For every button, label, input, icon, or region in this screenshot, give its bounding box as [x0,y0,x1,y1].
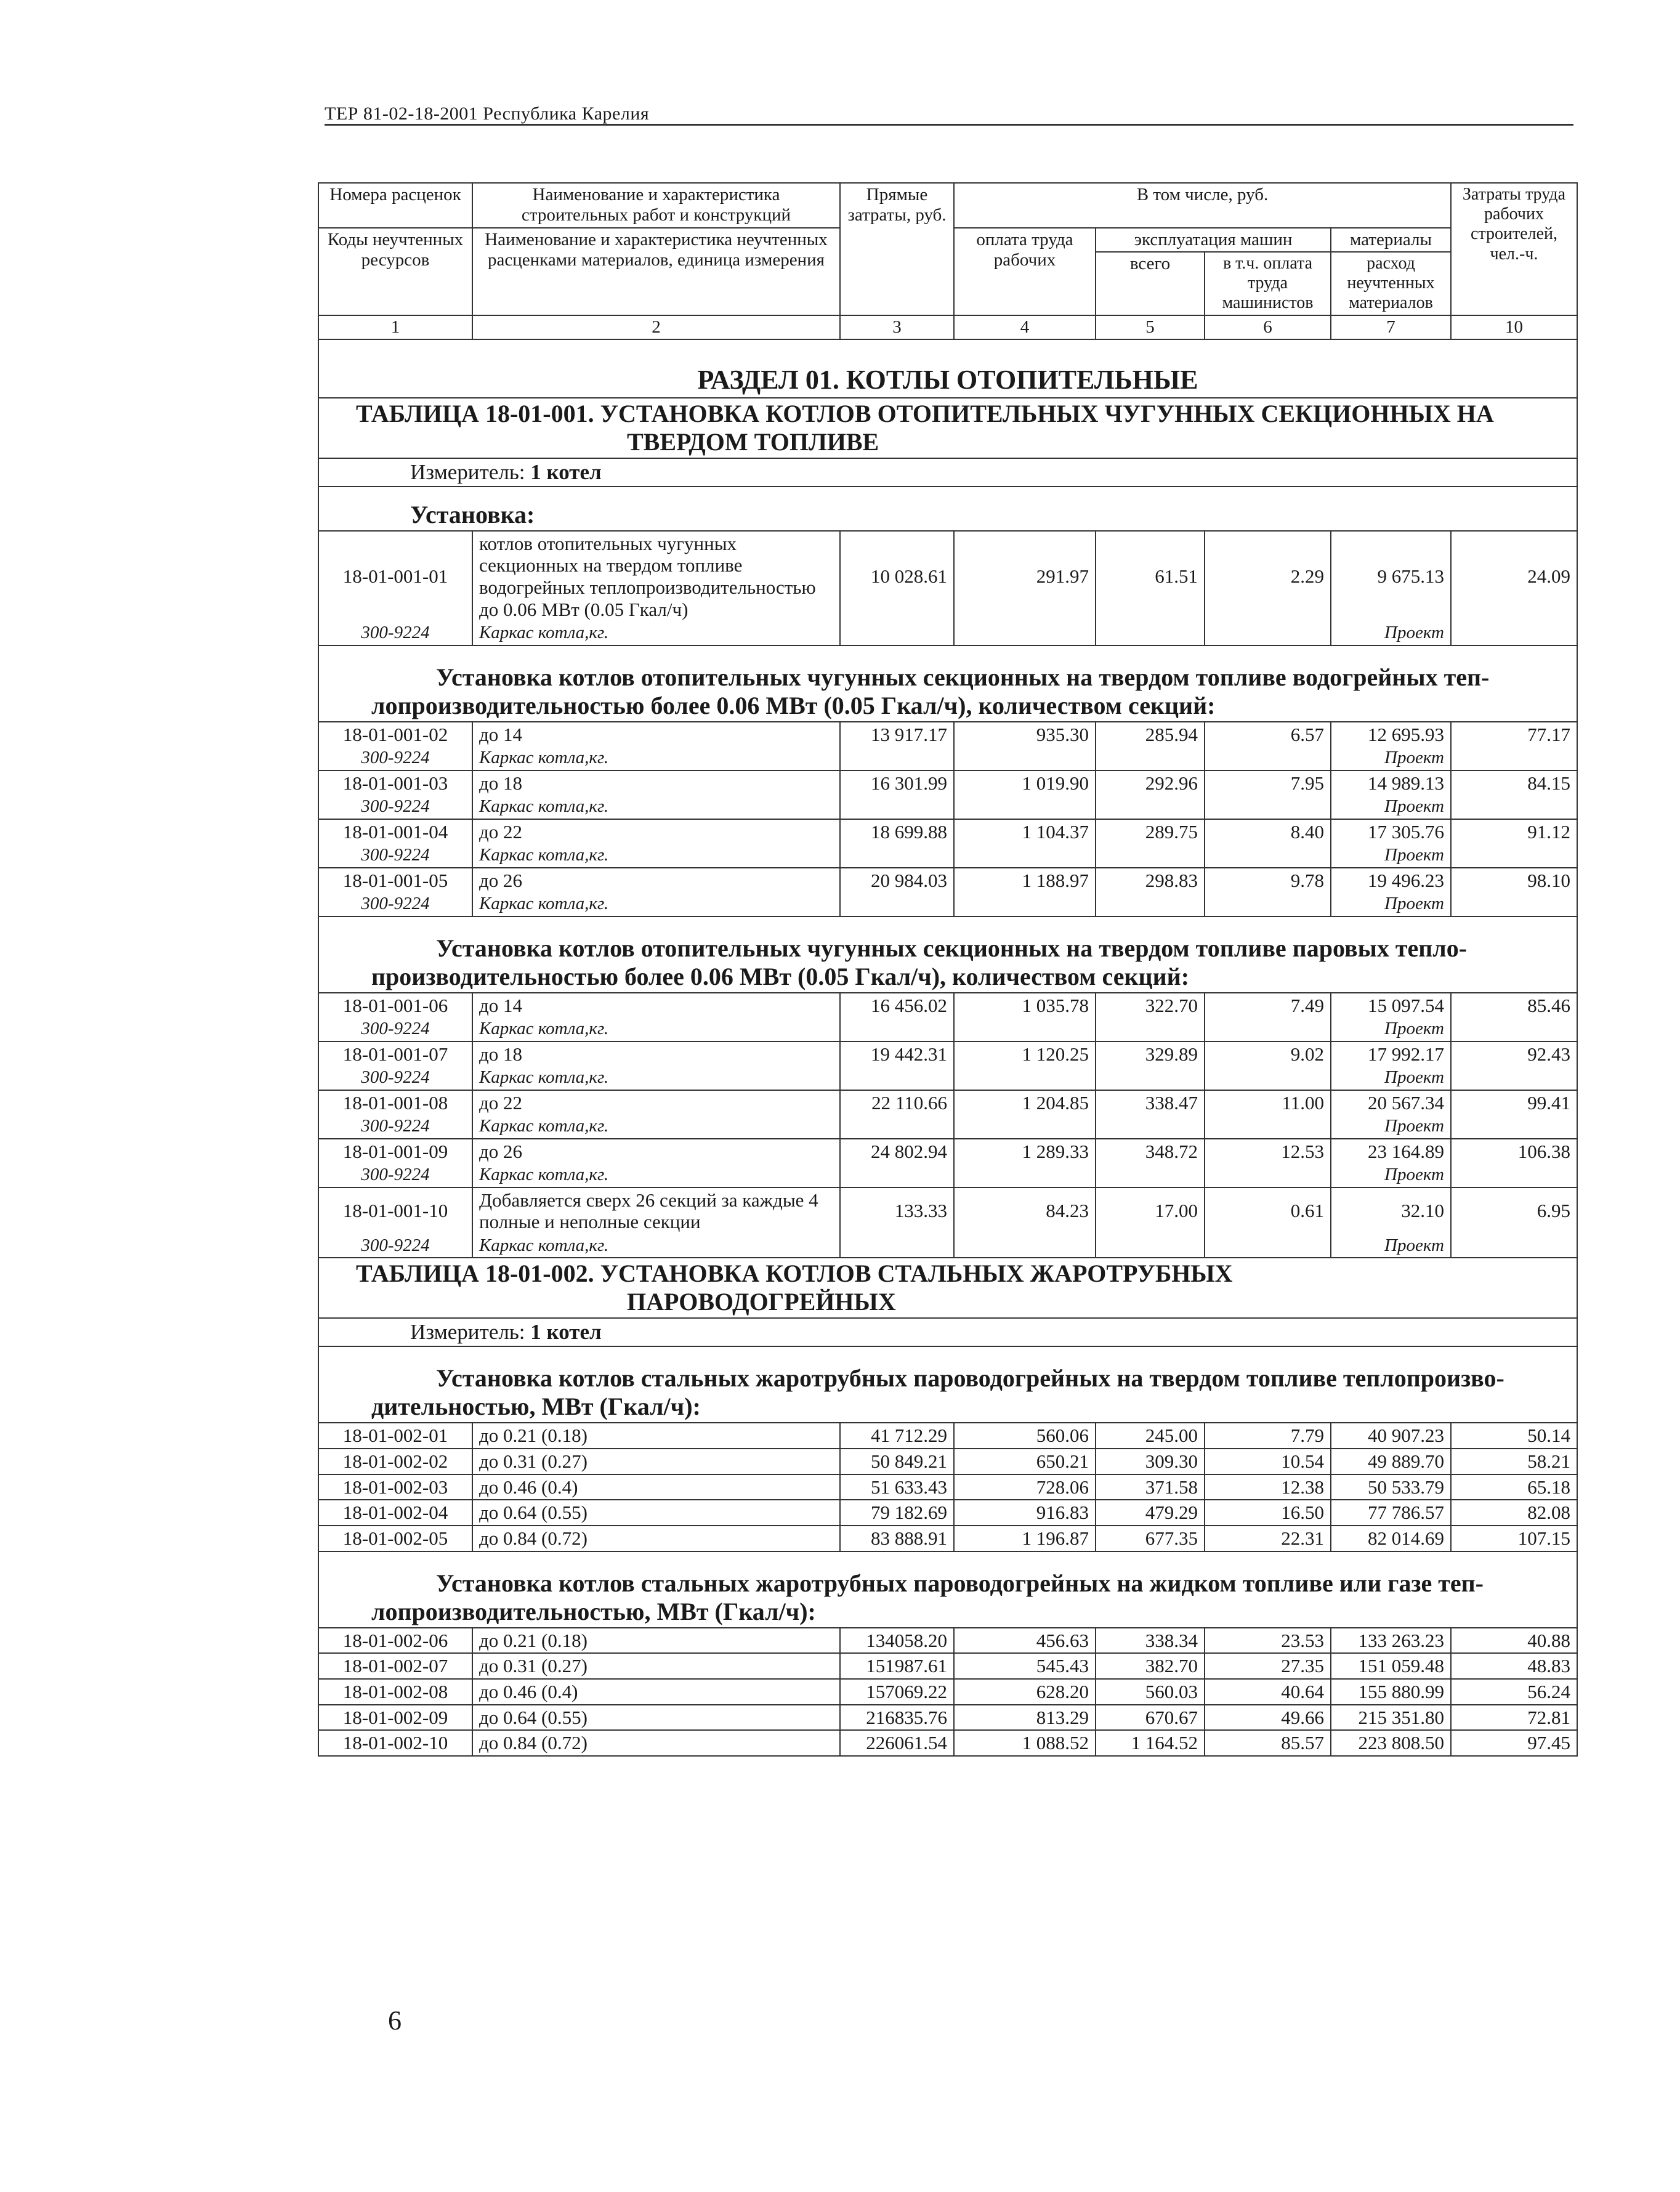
resource-code: 300-9224 [318,892,472,916]
worker-pay: 1 019.90 [954,770,1096,796]
table-row [318,1653,1577,1679]
group-title-line1: Установка котлов отопительных чугунных секционных на твердом топливе паровых тепло- [436,934,1468,962]
labor-hours: 92.43 [1451,1041,1577,1067]
col-num: 4 [954,315,1096,339]
resource-name: Каркас котла,кг. [472,795,840,819]
resource-name: Каркас котла,кг. [472,1234,840,1258]
resource-qty: Проект [1331,1163,1451,1187]
direct-costs: 83 888.91 [840,1526,954,1551]
rate-code: 18-01-002-08 [318,1679,472,1705]
materials: 20 567.34 [1331,1090,1451,1115]
resource-name: Каркас котла,кг. [472,1163,840,1187]
machines-total: 371.58 [1096,1474,1205,1500]
direct-costs: 151987.61 [840,1653,954,1679]
materials: 223 808.50 [1331,1730,1451,1756]
direct-costs: 51 633.43 [840,1474,954,1500]
rate-description: до 0.21 (0.18) [472,1628,840,1654]
direct-costs: 41 712.29 [840,1423,954,1449]
operator-pay: 11.00 [1205,1090,1331,1115]
rate-description: до 0.64 (0.55) [472,1500,840,1526]
table-row [318,1500,1577,1526]
machines-total: 322.70 [1096,993,1205,1018]
operator-pay: 22.31 [1205,1526,1331,1551]
table1-title-line1: ТАБЛИЦА 18-01-001. УСТАНОВКА КОТЛОВ ОТОПИТЕЛЬНЫХ ЧУГУННЫХ СЕКЦИОННЫХ НА [356,399,1494,427]
table-row [318,1423,1577,1449]
rate-description: до 22 [472,819,840,844]
resource-row [318,621,1577,645]
table-row [318,531,1577,622]
labor-hours: 98.10 [1451,868,1577,893]
direct-costs: 133.33 [840,1187,954,1234]
group-title-row [318,1551,1577,1628]
operator-pay: 7.49 [1205,993,1331,1018]
worker-pay: 813.29 [954,1705,1096,1731]
table2-group2-body [318,1628,1577,1756]
resource-code: 300-9224 [318,795,472,819]
table-row [318,1090,1577,1115]
resource-qty: Проект [1331,1234,1451,1258]
rate-code: 18-01-002-05 [318,1526,472,1551]
rate-description: до 0.84 (0.72) [472,1526,840,1551]
table-row [318,1041,1577,1067]
rate-code: 18-01-002-04 [318,1500,472,1526]
header-worker-pay: оплата труда рабочих [954,228,1096,315]
resource-code: 300-9224 [318,621,472,645]
rate-description: до 0.31 (0.27) [472,1653,840,1679]
worker-pay: 650.21 [954,1449,1096,1474]
labor-hours: 91.12 [1451,819,1577,844]
resource-code: 300-9224 [318,1066,472,1090]
machines-total: 245.00 [1096,1423,1205,1449]
install-row [318,487,1577,531]
machines-total: 670.67 [1096,1705,1205,1731]
worker-pay: 456.63 [954,1628,1096,1654]
rate-description: до 18 [472,770,840,796]
materials: 215 351.80 [1331,1705,1451,1731]
rate-code: 18-01-002-10 [318,1730,472,1756]
machines-total: 309.30 [1096,1449,1205,1474]
header-machines-total: всего [1096,252,1205,315]
operator-pay: 2.29 [1205,531,1331,622]
rate-code: 18-01-002-03 [318,1474,472,1500]
labor-hours: 84.15 [1451,770,1577,796]
resource-code: 300-9224 [318,844,472,867]
materials: 155 880.99 [1331,1679,1451,1705]
worker-pay: 291.97 [954,531,1096,622]
resource-name: Каркас котла,кг. [472,844,840,867]
materials: 17 305.76 [1331,819,1451,844]
header-direct-costs: Прямые затраты, руб. [840,183,954,315]
table1-group2-body [318,722,1577,916]
resource-name: Каркас котла,кг. [472,746,840,770]
direct-costs: 216835.76 [840,1705,954,1731]
worker-pay: 1 104.37 [954,819,1096,844]
resource-code: 300-9224 [318,1163,472,1187]
header-materials: материалы [1331,228,1451,252]
rate-description: до 0.84 (0.72) [472,1730,840,1756]
labor-hours: 99.41 [1451,1090,1577,1115]
table1-title-row [318,398,1577,458]
operator-pay: 9.78 [1205,868,1331,893]
labor-hours: 50.14 [1451,1423,1577,1449]
table-row [318,1526,1577,1551]
machines-total: 285.94 [1096,722,1205,747]
group-title-line1: Установка котлов отопительных чугунных секционных на твердом топливе водогрейных теп- [436,663,1490,691]
machines-total: 61.51 [1096,531,1205,622]
rate-description: котлов отопительных чугунных секционных на твердом топливе водогрейных теплопроизводительностью до 0.06 МВт (0.05 Гкал/ч) [472,531,840,622]
direct-costs: 18 699.88 [840,819,954,844]
resource-name: Каркас котла,кг. [472,1066,840,1090]
labor-hours: 82.08 [1451,1500,1577,1526]
group-title-line2: дительностью, МВт (Гкал/ч): [371,1393,701,1421]
rate-code: 18-01-001-10 [318,1187,472,1234]
table2-group2-title [318,1551,1577,1628]
table-row [318,1730,1577,1756]
group-title-line1: Установка котлов стальных жаротрубных пароводогрейных на жидком топливе или газе теп- [436,1569,1484,1597]
worker-pay: 916.83 [954,1500,1096,1526]
rates-table [318,182,1578,1757]
materials: 17 992.17 [1331,1041,1451,1067]
meter-value: 1 котел [530,1320,602,1345]
direct-costs: 24 802.94 [840,1139,954,1164]
materials: 77 786.57 [1331,1500,1451,1526]
machines-total: 560.03 [1096,1679,1205,1705]
resource-row [318,1234,1577,1258]
resource-row [318,795,1577,819]
rate-description: до 0.46 (0.4) [472,1474,840,1500]
worker-pay: 84.23 [954,1187,1096,1234]
materials: 151 059.48 [1331,1653,1451,1679]
resource-name: Каркас котла,кг. [472,1017,840,1041]
resource-code: 300-9224 [318,1017,472,1041]
rate-code: 18-01-001-08 [318,1090,472,1115]
materials: 32.10 [1331,1187,1451,1234]
section-title-row [318,339,1577,398]
materials: 12 695.93 [1331,722,1451,747]
resource-code: 300-9224 [318,746,472,770]
resource-row [318,844,1577,867]
table1-title-line2: ТВЕРДОМ ТОПЛИВЕ [627,427,879,456]
col-num: 2 [472,315,840,339]
group-title-line2: лопроизводительностью, МВт (Гкал/ч): [371,1597,816,1625]
header-rate-number: Номера расценок [318,183,472,228]
header-material-use: расход неучтенных материалов [1331,252,1451,315]
rate-description: до 26 [472,868,840,893]
machines-total: 338.47 [1096,1090,1205,1115]
operator-pay: 27.35 [1205,1653,1331,1679]
resource-qty: Проект [1331,746,1451,770]
direct-costs: 19 442.31 [840,1041,954,1067]
materials: 50 533.79 [1331,1474,1451,1500]
rate-code: 18-01-001-03 [318,770,472,796]
header-rule [325,124,1573,126]
direct-costs: 16 301.99 [840,770,954,796]
operator-pay: 12.38 [1205,1474,1331,1500]
materials: 82 014.69 [1331,1526,1451,1551]
group-title-line1: Установка котлов стальных жаротрубных пароводогрейных на твердом топливе теплопроизво- [436,1364,1504,1393]
header-work-name: Наименование и характеристика строительных работ и конструкций [472,183,840,228]
worker-pay: 1 196.87 [954,1526,1096,1551]
header-machines: эксплуатация машин [1096,228,1331,252]
table2-meter [318,1318,1577,1346]
machines-total: 677.35 [1096,1526,1205,1551]
direct-costs: 20 984.03 [840,868,954,893]
resource-code: 300-9224 [318,1234,472,1258]
resource-qty: Проект [1331,1115,1451,1138]
direct-costs: 79 182.69 [840,1500,954,1526]
materials: 19 496.23 [1331,868,1451,893]
col-num: 3 [840,315,954,339]
labor-hours: 85.46 [1451,993,1577,1018]
header-labor-hours: Затраты труда рабочих строителей, чел.-ч. [1451,183,1577,315]
machines-total: 329.89 [1096,1041,1205,1067]
rate-description: до 22 [472,1090,840,1115]
rate-code: 18-01-001-09 [318,1139,472,1164]
labor-hours: 77.17 [1451,722,1577,747]
operator-pay: 16.50 [1205,1500,1331,1526]
worker-pay: 545.43 [954,1653,1096,1679]
worker-pay: 728.06 [954,1474,1096,1500]
table-row [318,1705,1577,1731]
rate-description: до 14 [472,993,840,1018]
worker-pay: 560.06 [954,1423,1096,1449]
page-number: 6 [388,2005,402,2036]
resource-code: 300-9224 [318,1115,472,1138]
col-num: 6 [1205,315,1331,339]
machines-total: 298.83 [1096,868,1205,893]
operator-pay: 10.54 [1205,1449,1331,1474]
resource-row [318,746,1577,770]
machines-total: 289.75 [1096,819,1205,844]
direct-costs: 157069.22 [840,1679,954,1705]
header-material-name: Наименование и характеристика неучтенных расценками материалов, единица измерения [472,228,840,315]
materials: 9 675.13 [1331,531,1451,622]
resource-row [318,1066,1577,1090]
operator-pay: 85.57 [1205,1730,1331,1756]
operator-pay: 8.40 [1205,819,1331,844]
rate-code: 18-01-001-05 [318,868,472,893]
col-num: 7 [1331,315,1451,339]
labor-hours: 97.45 [1451,1730,1577,1756]
table1-meter-row [318,458,1577,487]
labor-hours: 107.15 [1451,1526,1577,1551]
operator-pay: 7.79 [1205,1423,1331,1449]
table1-meter [318,458,1577,487]
resource-qty: Проект [1331,1066,1451,1090]
header-operator-pay: в т.ч. оплата труда машинистов [1205,252,1331,315]
labor-hours: 58.21 [1451,1449,1577,1474]
table2-title-line2: ПАРОВОДОГРЕЙНЫХ [627,1288,896,1316]
materials: 15 097.54 [1331,993,1451,1018]
machines-total: 479.29 [1096,1500,1205,1526]
header-in-total: В том числе, руб. [954,183,1451,228]
rate-description: до 0.64 (0.55) [472,1705,840,1731]
resource-qty: Проект [1331,621,1451,645]
resource-qty: Проект [1331,795,1451,819]
machines-total: 338.34 [1096,1628,1205,1654]
direct-costs: 22 110.66 [840,1090,954,1115]
direct-costs: 13 917.17 [840,722,954,747]
meter-label: Измеритель: [410,1320,525,1345]
rate-description: до 14 [472,722,840,747]
header-row-1 [318,183,1577,228]
resource-qty: Проект [1331,892,1451,916]
install-label: Установка: [318,487,1577,531]
table2-title-row [318,1258,1577,1318]
worker-pay: 628.20 [954,1679,1096,1705]
meter-label: Измеритель: [410,459,525,484]
rate-code: 18-01-001-02 [318,722,472,747]
materials: 49 889.70 [1331,1449,1451,1474]
rate-description: до 26 [472,1139,840,1164]
table-row [318,819,1577,844]
direct-costs: 226061.54 [840,1730,954,1756]
labor-hours: 24.09 [1451,531,1577,622]
table1-group3-title [318,916,1577,993]
table2-meter-row [318,1318,1577,1346]
meter-value: 1 котел [530,459,602,484]
rate-code: 18-01-001-07 [318,1041,472,1067]
machines-total: 292.96 [1096,770,1205,796]
operator-pay: 23.53 [1205,1628,1331,1654]
group-title-row [318,916,1577,993]
worker-pay: 935.30 [954,722,1096,747]
direct-costs: 134058.20 [840,1628,954,1654]
materials: 14 989.13 [1331,770,1451,796]
labor-hours: 40.88 [1451,1628,1577,1654]
column-numbers-row [318,315,1577,339]
table2-group1-title [318,1346,1577,1423]
rate-description: Добавляется сверх 26 секций за каждые 4 полные и неполные секции [472,1187,840,1234]
group-title-row [318,1346,1577,1423]
operator-pay: 7.95 [1205,770,1331,796]
operator-pay: 6.57 [1205,722,1331,747]
materials: 133 263.23 [1331,1628,1451,1654]
table1-group3-body [318,993,1577,1187]
table-row [318,868,1577,893]
direct-costs: 50 849.21 [840,1449,954,1474]
materials: 23 164.89 [1331,1139,1451,1164]
resource-name: Каркас котла,кг. [472,892,840,916]
table2-title-line1: ТАБЛИЦА 18-01-002. УСТАНОВКА КОТЛОВ СТАЛЬНЫХ ЖАРОТРУБНЫХ [356,1260,1233,1288]
resource-row [318,892,1577,916]
table1-title [318,398,1577,458]
resource-name: Каркас котла,кг. [472,621,840,645]
operator-pay: 0.61 [1205,1187,1331,1234]
worker-pay: 1 035.78 [954,993,1096,1018]
table-row [318,1139,1577,1164]
rate-code: 18-01-001-06 [318,993,472,1018]
group-title-row [318,645,1577,722]
rate-description: до 18 [472,1041,840,1067]
operator-pay: 49.66 [1205,1705,1331,1731]
header-resource-code: Коды неучтенных ресурсов [318,228,472,315]
rate-code: 18-01-001-04 [318,819,472,844]
operator-pay: 12.53 [1205,1139,1331,1164]
resource-row [318,1115,1577,1138]
machines-total: 382.70 [1096,1653,1205,1679]
direct-costs: 16 456.02 [840,993,954,1018]
rate-description: до 0.31 (0.27) [472,1449,840,1474]
direct-costs: 10 028.61 [840,531,954,622]
table-row [318,1474,1577,1500]
rate-description: до 0.21 (0.18) [472,1423,840,1449]
resource-qty: Проект [1331,1017,1451,1041]
table-row [318,1679,1577,1705]
rate-code: 18-01-002-06 [318,1628,472,1654]
labor-hours: 6.95 [1451,1187,1577,1234]
table-row [318,993,1577,1018]
running-head: ТЕР 81-02-18-2001 Республика Карелия [325,103,650,124]
labor-hours: 106.38 [1451,1139,1577,1164]
rate-code: 18-01-002-01 [318,1423,472,1449]
resource-qty: Проект [1331,844,1451,867]
labor-hours: 48.83 [1451,1653,1577,1679]
table-row [318,1628,1577,1654]
group-title-line2: производительностью более 0.06 МВт (0.05 Гкал/ч), количеством секций: [371,962,1190,990]
worker-pay: 1 088.52 [954,1730,1096,1756]
machines-total: 17.00 [1096,1187,1205,1234]
col-num: 10 [1451,315,1577,339]
col-num: 1 [318,315,472,339]
rate-code: 18-01-002-07 [318,1653,472,1679]
labor-hours: 56.24 [1451,1679,1577,1705]
labor-hours: 65.18 [1451,1474,1577,1500]
materials: 40 907.23 [1331,1423,1451,1449]
section-title: РАЗДЕЛ 01. КОТЛЫ ОТОПИТЕЛЬНЫЕ [318,339,1577,398]
machines-total: 1 164.52 [1096,1730,1205,1756]
worker-pay: 1 204.85 [954,1090,1096,1115]
operator-pay: 40.64 [1205,1679,1331,1705]
table2-title [318,1258,1577,1318]
machines-total: 348.72 [1096,1139,1205,1164]
table-row [318,1187,1577,1234]
table-row [318,1449,1577,1474]
col-num: 5 [1096,315,1205,339]
table1-group2-title [318,645,1577,722]
labor-hours: 72.81 [1451,1705,1577,1731]
rate-description: до 0.46 (0.4) [472,1679,840,1705]
group-title-line2: лопроизводительностью более 0.06 МВт (0.05 Гкал/ч), количеством секций: [371,691,1216,719]
resource-row [318,1017,1577,1041]
rate-code: 18-01-002-02 [318,1449,472,1474]
table-row [318,722,1577,747]
worker-pay: 1 120.25 [954,1041,1096,1067]
worker-pay: 1 289.33 [954,1139,1096,1164]
rate-code: 18-01-001-01 [318,531,472,622]
table2-group1-body [318,1423,1577,1551]
rate-code: 18-01-002-09 [318,1705,472,1731]
worker-pay: 1 188.97 [954,868,1096,893]
operator-pay: 9.02 [1205,1041,1331,1067]
resource-name: Каркас котла,кг. [472,1115,840,1138]
resource-row [318,1163,1577,1187]
table-row [318,770,1577,796]
